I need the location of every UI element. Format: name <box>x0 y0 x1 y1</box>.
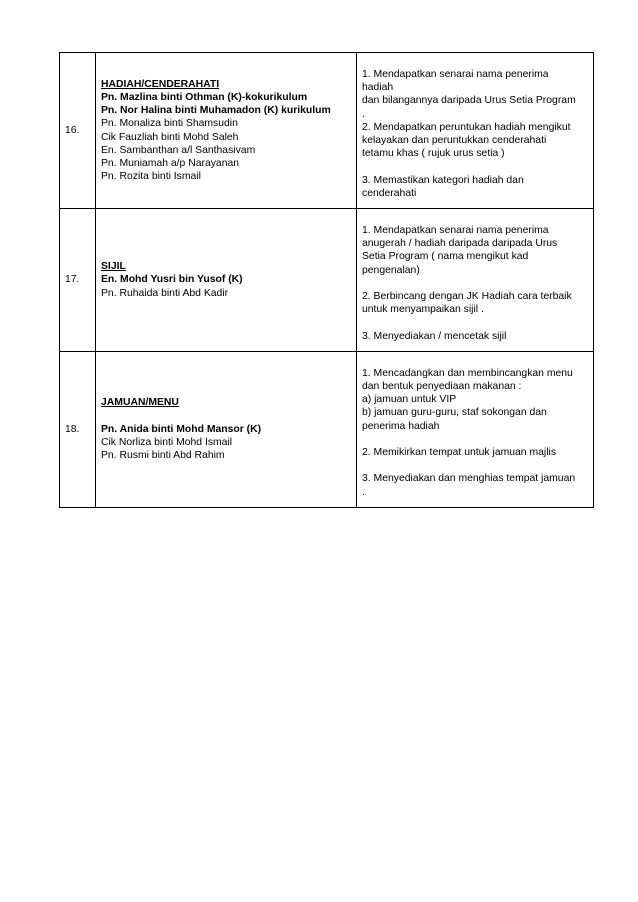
task-cell <box>357 209 594 352</box>
committee-title: HADIAH/CENDERAHATI <box>101 78 220 90</box>
task-line: b) jamuan guru-guru, staf sokongan dan <box>362 407 547 419</box>
member-name: En. Sambanthan a/l Santhasivam <box>101 144 256 156</box>
spacer <box>362 160 588 173</box>
task-line: . <box>362 486 365 498</box>
task-line: a) jamuan untuk VIP <box>362 394 457 406</box>
spacer <box>362 316 588 329</box>
task-line: 3. Memastikan kategori hadiah dan <box>362 174 524 186</box>
task-line: dan bilangannya daripada Urus Setia Program <box>362 95 576 107</box>
committee-cell <box>96 351 357 507</box>
member-name: Pn. Monaliza binti Shamsudin <box>101 118 238 130</box>
committee-cell <box>96 53 357 209</box>
leader-name: Pn. Nor Halina binti Muhamadon (K) kurikulum <box>101 105 331 117</box>
task-line: pengenalan) <box>362 264 420 276</box>
task-line: untuk menyampaikan sijil . <box>362 304 484 316</box>
task-line: penerima hadiah <box>362 420 440 432</box>
table-row <box>60 351 594 507</box>
row-number: 17. <box>60 209 96 352</box>
task-line: anugerah / hadiah daripada daripada Urus <box>362 238 558 250</box>
table-row <box>60 53 594 209</box>
task-line: 1. Mencadangkan dan membincangkan menu <box>362 367 573 379</box>
row-number: 16. <box>60 53 96 209</box>
task-line: 2. Mendapatkan peruntukan hadiah mengikut <box>362 121 571 133</box>
spacer <box>362 459 588 472</box>
committee-table <box>59 52 594 508</box>
task-line: tetamu khas ( rujuk urus setia ) <box>362 148 505 160</box>
task-line: 1. Mendapatkan senarai nama penerima <box>362 225 549 237</box>
member-name: Pn. Muniamah a/p Narayanan <box>101 157 240 169</box>
task-line: 3. Menyediakan / mencetak sijil <box>362 330 507 342</box>
spacer <box>362 433 588 446</box>
member-name: Pn. Rusmi binti Abd Rahim <box>101 450 225 462</box>
table-row <box>60 209 594 352</box>
member-name: Pn. Rozita binti Ismail <box>101 171 201 183</box>
task-line: 3. Menyediakan dan menghias tempat jamuan <box>362 473 576 485</box>
task-line: 2. Berbincang dengan JK Hadiah cara terbaik <box>362 291 572 303</box>
member-name: Cik Norliza binti Mohd Ismail <box>101 436 233 448</box>
leader-name: Pn. Anida binti Mohd Mansor (K) <box>101 423 262 435</box>
task-line: 2. Memikirkan tempat untuk jamuan majlis <box>362 447 557 459</box>
committee-title: SIJIL <box>101 261 126 273</box>
task-line: kelayakan dan peruntukkan cenderahati <box>362 135 547 147</box>
task-cell <box>357 53 594 209</box>
task-line: Setia Program ( nama mengikut kad <box>362 251 529 263</box>
task-line: . <box>362 108 365 120</box>
row-number: 18. <box>60 351 96 507</box>
committee-cell <box>96 209 357 352</box>
committee-title: JAMUAN/MENU <box>101 397 179 409</box>
member-name: Cik Fauzliah binti Mohd Saleh <box>101 131 239 143</box>
leader-name: En. Mohd Yusri bin Yusof (K) <box>101 274 243 286</box>
spacer <box>101 410 351 423</box>
leader-name: Pn. Mazlina binti Othman (K)-kokurikulum <box>101 91 308 103</box>
member-name: Pn. Ruhaida binti Abd Kadir <box>101 287 229 299</box>
task-line: cenderahati <box>362 187 417 199</box>
task-line: 1. Mendapatkan senarai nama penerima <box>362 69 549 80</box>
spacer <box>362 277 588 290</box>
task-cell <box>357 351 594 507</box>
task-line: dan bentuk penyediaan makanan : <box>362 381 522 393</box>
task-line: hadiah <box>362 82 394 94</box>
